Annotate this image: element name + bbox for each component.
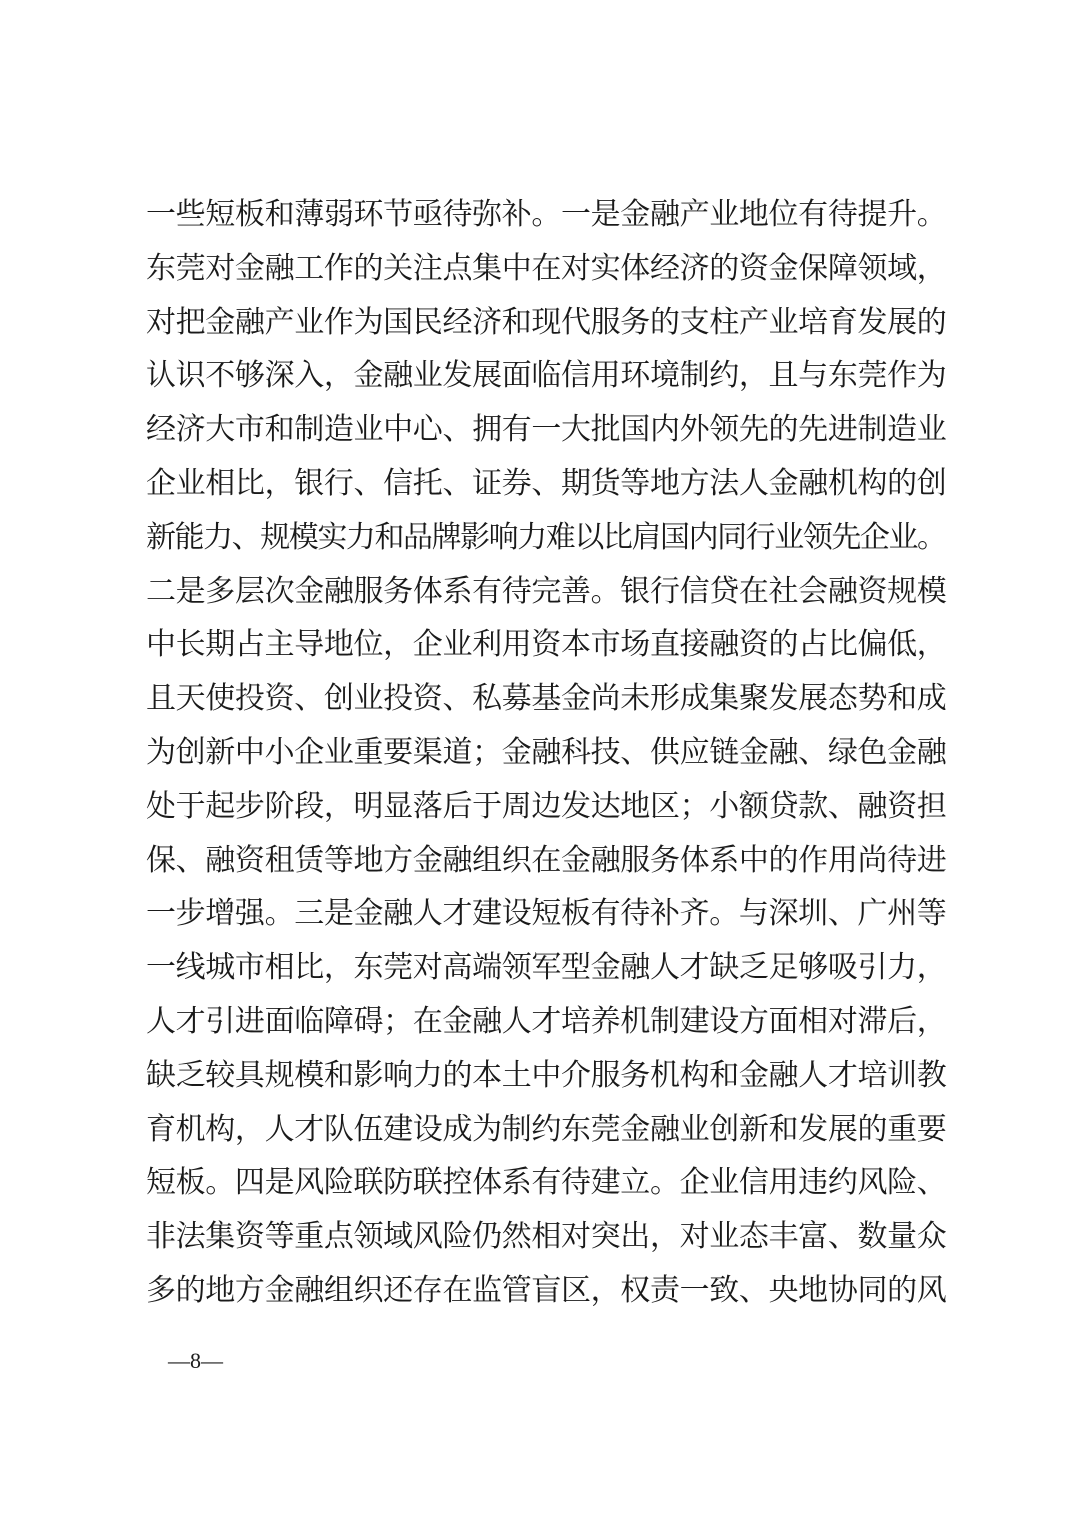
text-line: 保、融资租赁等地方金融组织在金融服务体系中的作用尚待进 <box>146 842 947 878</box>
text-line: 对把金融产业作为国民经济和现代服务的支柱产业培育发展的 <box>146 304 947 340</box>
text-line: 一线城市相比，东莞对高端领军型金融人才缺乏足够吸引力， <box>146 950 947 986</box>
text-line: 二是多层次金融服务体系有待完善。银行信贷在社会融资规模 <box>146 573 947 609</box>
text-line: 企业相比，银行、信托、证券、期货等地方法人金融机构的创 <box>146 465 947 501</box>
text-line: 经济大市和制造业中心、拥有一大批国内外领先的先进制造业 <box>146 412 947 448</box>
text-line: 且天使投资、创业投资、私募基金尚未形成集聚发展态势和成 <box>146 681 947 717</box>
text-line: 认识不够深入，金融业发展面临信用环境制约，且与东莞作为 <box>146 358 947 394</box>
text-line: 缺乏较具规模和影响力的本土中介服务机构和金融人才培训教 <box>146 1057 947 1093</box>
text-line: 非法集资等重点领域风险仍然相对突出，对业态丰富、数量众 <box>146 1219 947 1255</box>
text-line: 育机构，人才队伍建设成为制约东莞金融业创新和发展的重要 <box>146 1111 947 1147</box>
text-line: 人才引进面临障碍；在金融人才培养机制建设方面相对滞后， <box>146 1003 947 1039</box>
text-line: 为创新中小企业重要渠道；金融科技、供应链金融、绿色金融 <box>146 734 947 770</box>
text-line: 短板。四是风险联防联控体系有待建立。企业信用违约风险、 <box>146 1165 947 1201</box>
text-line: 多的地方金融组织还存在监管盲区，权责一致、央地协同的风 <box>146 1272 947 1308</box>
text-line: 中长期占主导地位，企业利用资本市场直接融资的占比偏低， <box>146 627 947 663</box>
text-line: 一些短板和薄弱环节亟待弥补。一是金融产业地位有待提升。 <box>146 197 947 232</box>
text-line: 处于起步阶段，明显落后于周边发达地区；小额贷款、融资担 <box>146 788 947 824</box>
text-line: 东莞对金融工作的关注点集中在对实体经济的资金保障领域， <box>146 250 947 286</box>
body-text <box>146 188 946 1318</box>
text-line: 新能力、规模实力和品牌影响力难以比肩国内同行业领先企业。 <box>146 519 946 555</box>
text-line: 一步增强。三是金融人才建设短板有待补齐。与深圳、广州等 <box>146 896 947 932</box>
page-number: —8— <box>168 1348 223 1373</box>
